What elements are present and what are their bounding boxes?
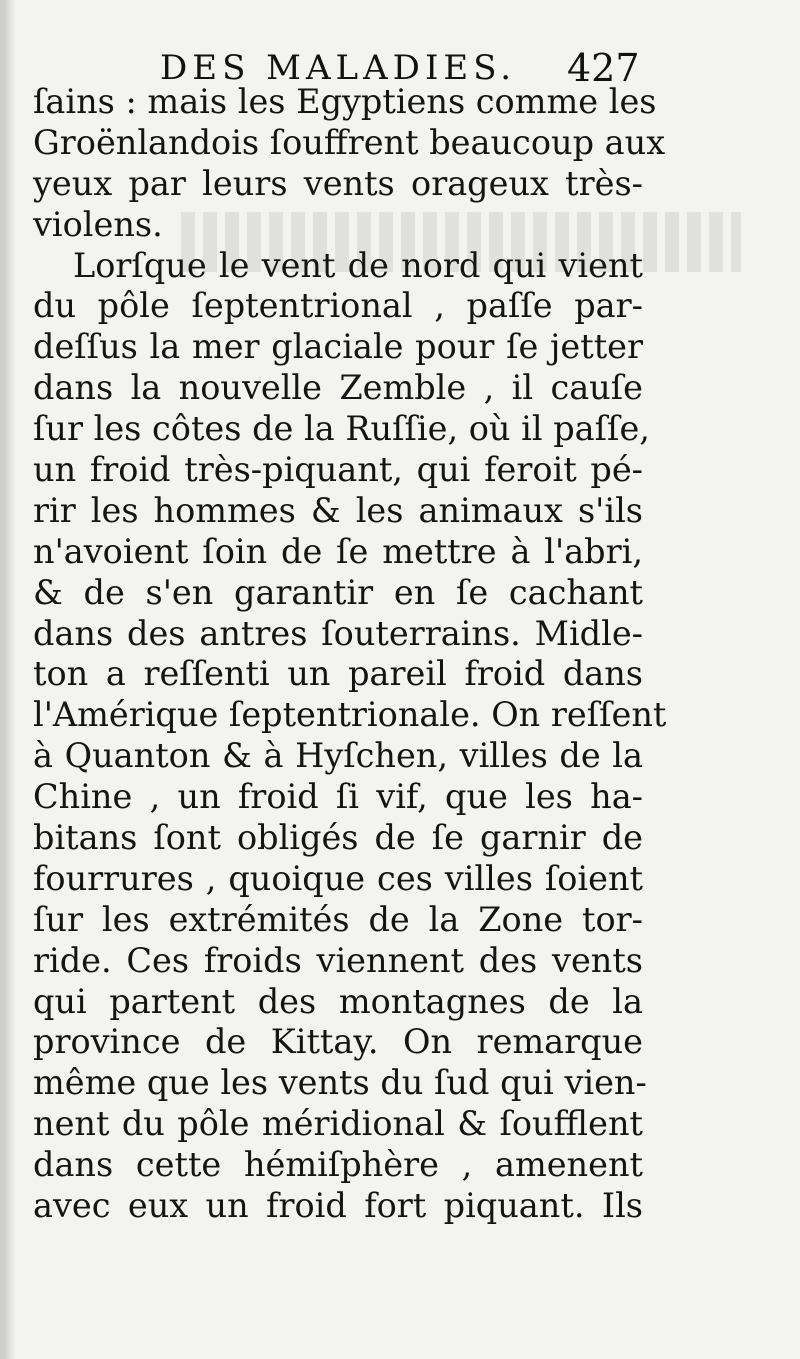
text-line: n'avoient ſoin de ſe mettre à l'abri,: [33, 531, 643, 571]
text-line: deſſus la mer glaciale pour ſe jetter: [33, 327, 643, 367]
text-line: & de s'en garantir en ſe cachant: [33, 572, 643, 612]
text-line: ſur les côtes de la Ruſſie, où il paſſe,: [33, 409, 650, 449]
text-line: bitans ſont obligés de ſe garnir de: [33, 818, 643, 858]
text-line: l'Amérique ſeptentrionale. On reſſent: [33, 695, 667, 735]
text-line: ride. Ces froids viennent des vents: [33, 940, 643, 980]
text-line: Lorſque le vent de nord qui vient: [73, 245, 643, 285]
text-line: à Quanton & à Hyſchen, villes de la: [33, 736, 643, 776]
text-line: un froid très-piquant, qui feroit pé-: [33, 450, 643, 490]
running-title: DES MALADIES.: [160, 48, 517, 88]
text-line: province de Kittay. On remarque: [33, 1022, 643, 1062]
text-line: qui partent des montagnes de la: [33, 981, 643, 1021]
text-line: nent du pôle méridional & ſoufflent: [33, 1104, 643, 1144]
body-text: [33, 82, 667, 1227]
text-line: ton a reſſenti un pareil froid dans: [33, 654, 643, 694]
text-line: violens.: [33, 204, 163, 244]
text-line: ſains : mais les Egyptiens comme les: [33, 82, 657, 121]
text-line: Chine , un froid ſi vif, que les ha-: [33, 777, 643, 817]
text-line: rir les hommes & les animaux s'ils: [33, 490, 643, 530]
text-line: avec eux un froid fort piquant. Ils: [33, 1186, 643, 1226]
text-line: ſur les extrémités de la Zone tor-: [33, 899, 643, 939]
text-line: dans cette hémiſphère , amenent: [33, 1145, 643, 1185]
page-number: 427: [567, 46, 640, 90]
text-line: dans la nouvelle Zemble , il cauſe: [33, 368, 643, 408]
text-line: dans des antres ſouterrains. Midle-: [33, 613, 643, 653]
text-line: du pôle ſeptentrional , paſſe par-: [33, 286, 643, 326]
text-line: fourrures , quoique ces villes ſoient: [33, 858, 643, 898]
text-line: Groënlandois ſouffrent beaucoup aux: [33, 122, 666, 162]
text-line: yeux par leurs vents orageux très-: [33, 163, 643, 203]
text-line: même que les vents du ſud qui vien-: [33, 1063, 647, 1103]
